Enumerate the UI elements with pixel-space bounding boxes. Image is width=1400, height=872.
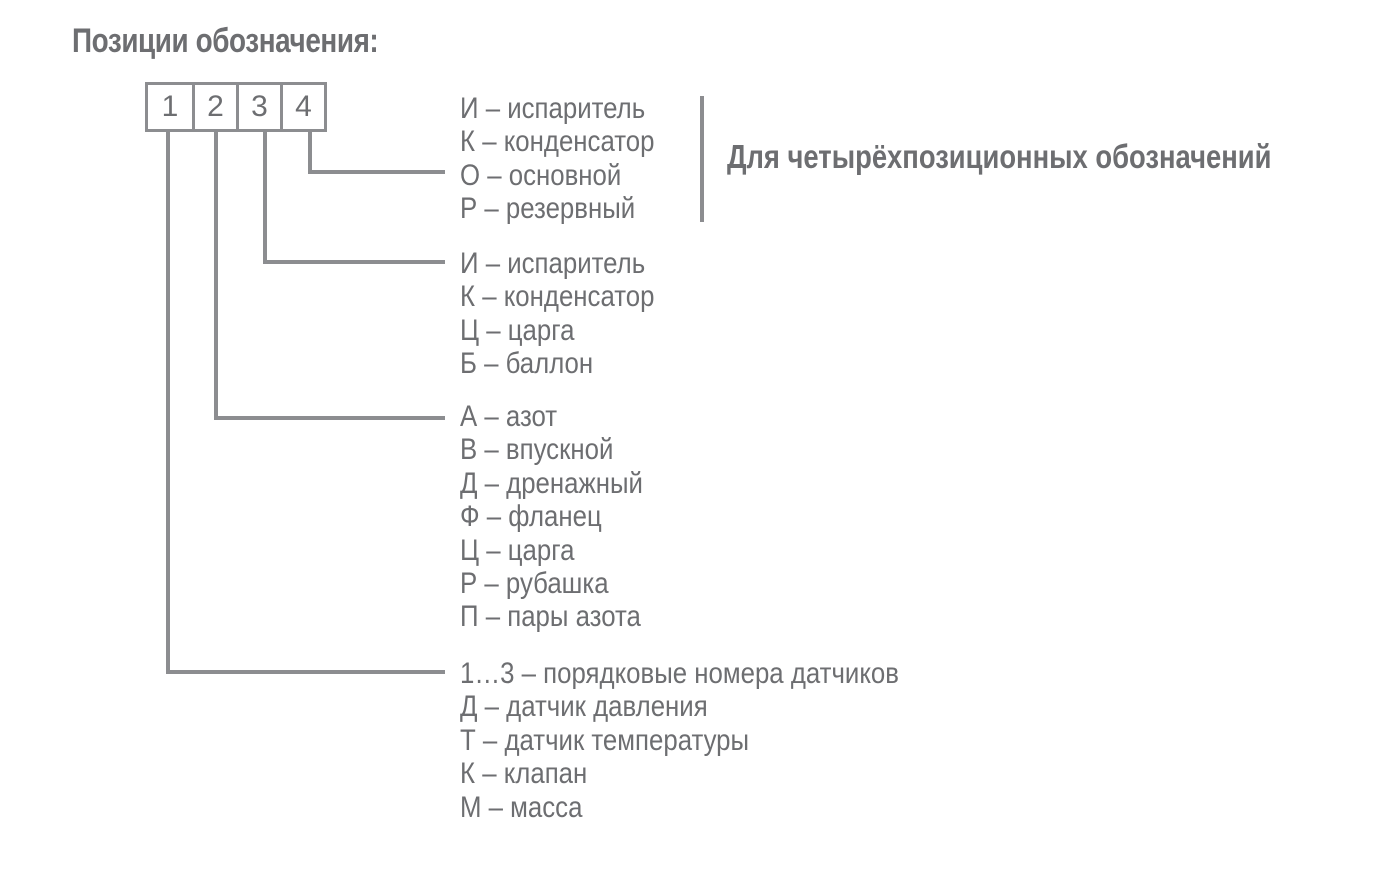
list-item: К – клапан [460,757,588,791]
list-item: М – масса [460,790,583,824]
list-item: К – конденсатор [460,125,655,159]
list-item: И – испаритель [460,92,646,125]
group-position-1 [460,657,970,824]
list-item: К – конденсатор [460,280,655,314]
connector-position-4 [310,130,445,172]
bracket-note: Для четырёхпозиционных обозначений [727,138,1272,175]
list-item: Д – датчик давления [460,690,708,724]
position-box-3: 3 [236,85,280,129]
list-item: А – азот [460,400,558,433]
list-item: Ц – царга [460,313,575,347]
position-box-2: 2 [192,85,236,129]
list-item: В – впускной [460,433,614,467]
connector-position-1 [168,130,445,672]
list-item: Т – датчик температуры [460,723,750,757]
list-item: Р – резервный [460,192,636,226]
list-item: 1…3 – порядковые номера датчиков [460,657,899,690]
list-item: Ф – фланец [460,500,602,534]
position-box-1: 1 [161,90,179,123]
group-position-4 [460,92,686,226]
list-item: О – основной [460,158,622,192]
list-item: Р – рубашка [460,566,609,600]
list-item: П – пары азота [460,600,641,634]
page-title: Позиции обозначения: [72,22,379,60]
group-position-3 [460,247,686,381]
position-box-4: 4 [280,85,324,129]
list-item: Ц – царга [460,533,575,567]
list-item: Б – баллон [460,347,594,381]
list-item: И – испаритель [460,247,646,280]
list-item: Д – дренажный [460,466,643,500]
group-position-2 [460,400,673,634]
connector-position-3 [265,130,445,262]
